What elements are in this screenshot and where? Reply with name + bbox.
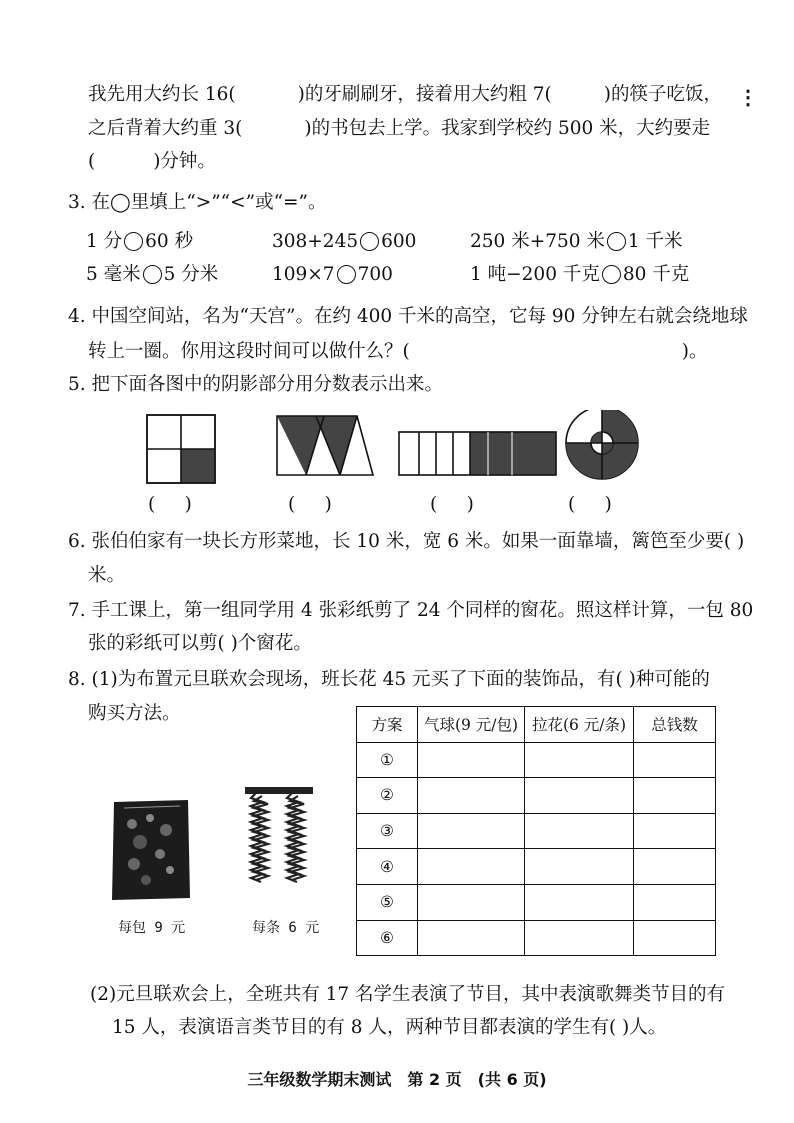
plan-number: ④ (357, 849, 418, 885)
q3-item-4 (86, 263, 218, 287)
figure-parallelogram (277, 416, 373, 475)
compare-circle[interactable] (337, 265, 356, 284)
q3-item-3 (470, 230, 683, 254)
compare-circle[interactable] (124, 232, 143, 251)
q3-item-3-right: 1 千米 (627, 231, 683, 252)
table-header-cell: 总钱数 (634, 707, 716, 743)
garland-cell[interactable] (525, 884, 634, 920)
q2-line2 (88, 117, 710, 141)
balloon-cell[interactable] (418, 778, 525, 814)
plan-number: ① (357, 742, 418, 778)
q5-figures (140, 410, 760, 492)
total-cell[interactable] (634, 849, 716, 885)
q7-line2: 张的彩纸可以剪( )个窗花。 (88, 633, 312, 654)
q2-line1-part-b: )的牙刷刷牙，接着用大约粗 7( (297, 84, 552, 105)
q2-line2-part-a: 之后背着大约重 3( (88, 118, 243, 139)
table-row (357, 778, 716, 814)
q4-line2-part-b: )。 (681, 341, 708, 362)
plan-number: ③ (357, 813, 418, 849)
page-footer: 三年级数学期末测试 第 2 页 (共 6 页) (247, 1070, 547, 1089)
q8-part2-line2: 15 人，表演语言类节目的有 8 人，两种节目都表演的学生有( )人。 (112, 1017, 667, 1038)
balloon-cell[interactable] (418, 884, 525, 920)
q3-item-2-left: 308+245 (272, 231, 359, 252)
q5-answer-4[interactable]: ( ) (568, 494, 612, 515)
q6-line2: 米。 (88, 565, 126, 586)
purchase-plan-table (356, 706, 716, 956)
q8-part1-line2: 购买方法。 (88, 703, 181, 724)
balloon-caption: 每包 9 元 (118, 920, 186, 936)
garland-cell[interactable] (525, 849, 634, 885)
side-mark: ⋮ (738, 85, 758, 109)
balloon-cell[interactable] (418, 920, 525, 956)
q3-item-6 (470, 263, 689, 287)
plan-number: ⑥ (357, 920, 418, 956)
table-header-cell: 拉花(6 元/条) (525, 707, 634, 743)
total-cell[interactable] (634, 778, 716, 814)
q3-item-3-left: 250 米+750 米 (470, 231, 605, 252)
q8-part2-line1: (2)元旦联欢会上，全班共有 17 名学生表演了节目，其中表演歌舞类节目的有 (90, 984, 726, 1005)
q3-item-1-right: 60 秒 (145, 231, 194, 252)
balloon-cell[interactable] (418, 813, 525, 849)
q3-item-2-right: 600 (381, 231, 417, 252)
q7-line1: 7. 手工课上，第一组同学用 4 张彩纸剪了 24 个同样的窗花。照这样计算，一包 80 (68, 600, 754, 621)
table-row (357, 849, 716, 885)
total-cell[interactable] (634, 742, 716, 778)
balloon-package-image (110, 798, 192, 902)
q3-title: 3. 在◯里填上“>”“<”或“=”。 (68, 192, 327, 213)
q3-item-4-right: 5 分米 (163, 264, 219, 285)
q2-line1 (88, 83, 722, 107)
q3-item-1-left: 1 分 (86, 231, 123, 252)
compare-circle[interactable] (360, 232, 379, 251)
q2-line3-part-a: ( (88, 151, 96, 172)
q3-item-5 (272, 263, 393, 287)
q3-item-5-right: 700 (357, 264, 393, 285)
q2-line1-part-c: )的筷子吃饭， (603, 84, 722, 105)
q5-answer-3[interactable]: ( ) (430, 494, 474, 515)
figure-strip (399, 432, 556, 475)
q2-line2-part-b: )的书包去上学。我家到学校约 500 米，大约要走 (304, 118, 711, 139)
q4-line2 (88, 340, 707, 364)
q3-item-2 (272, 230, 416, 254)
garland-cell[interactable] (525, 778, 634, 814)
compare-circle[interactable] (602, 265, 621, 284)
total-cell[interactable] (634, 920, 716, 956)
table-header-row (357, 707, 716, 743)
q3-item-1 (86, 230, 193, 254)
q6-line1: 6. 张伯伯家有一块长方形菜地，长 10 米，宽 6 米。如果一面靠墙，篱笆至少要( ) (68, 531, 745, 552)
q3-item-4-left: 5 毫米 (86, 264, 141, 285)
balloon-cell[interactable] (418, 742, 525, 778)
q8-part1-line1: 8. (1)为布置元旦联欢会现场，班长花 45 元买了下面的装饰品，有( )种可能的 (68, 669, 710, 690)
compare-circle[interactable] (143, 265, 162, 284)
q2-line3-part-b: )分钟。 (153, 151, 216, 172)
q5-answer-2[interactable]: ( ) (288, 494, 332, 515)
q3-item-6-right: 80 千克 (622, 264, 690, 285)
table-row (357, 742, 716, 778)
q4-line1: 4. 中国空间站，名为“天宫”。在约 400 千米的高空，它每 90 分钟左右就会绕地球 (68, 306, 748, 327)
plan-number: ⑤ (357, 884, 418, 920)
q5-title: 5. 把下面各图中的阴影部分用分数表示出来。 (68, 374, 444, 395)
table-row (357, 920, 716, 956)
table-header-cell: 方案 (357, 707, 418, 743)
garland-cell[interactable] (525, 742, 634, 778)
figure-square-grid (147, 415, 215, 483)
figure-circle (566, 410, 638, 479)
q2-line1-part-a: 我先用大约长 16( (88, 84, 236, 105)
table-row (357, 813, 716, 849)
q4-line2-part-a: 转上一圈。你用这段时间可以做什么？( (88, 341, 410, 362)
garland-cell[interactable] (525, 920, 634, 956)
total-cell[interactable] (634, 813, 716, 849)
table-header-cell: 气球(9 元/包) (418, 707, 525, 743)
q3-item-5-left: 109×7 (272, 264, 335, 285)
compare-circle[interactable] (607, 232, 626, 251)
total-cell[interactable] (634, 884, 716, 920)
garland-caption: 每条 6 元 (252, 920, 320, 936)
q2-line3 (88, 150, 216, 174)
q5-answer-1[interactable]: ( ) (148, 494, 192, 515)
plan-number: ② (357, 778, 418, 814)
q3-item-6-left: 1 吨−200 千克 (470, 264, 600, 285)
garland-cell[interactable] (525, 813, 634, 849)
balloon-cell[interactable] (418, 849, 525, 885)
garland-image (243, 784, 315, 906)
table-row (357, 884, 716, 920)
